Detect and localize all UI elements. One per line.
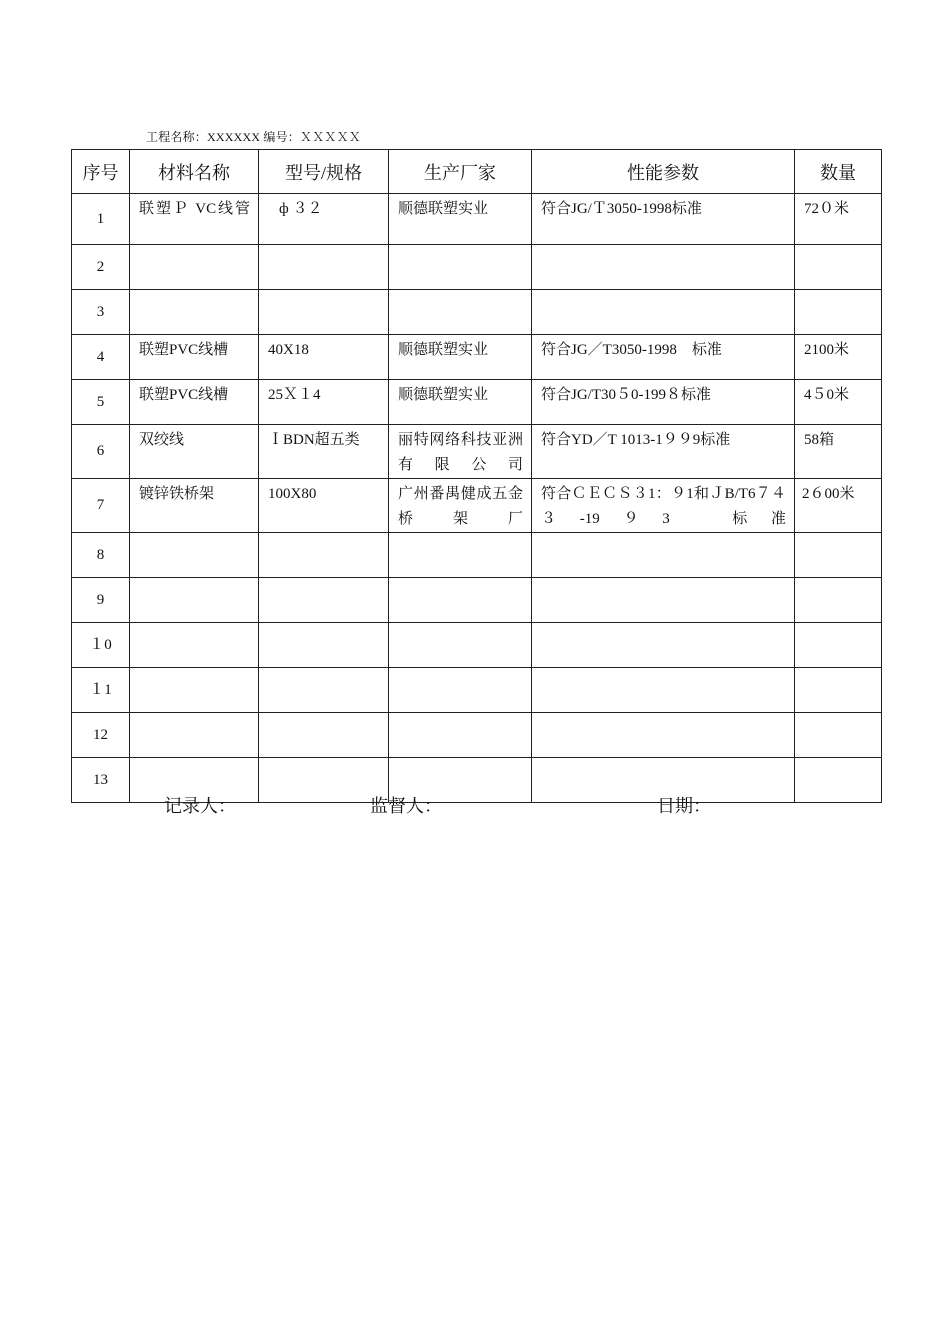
- cell-maker: [389, 623, 532, 668]
- cell-no: 8: [72, 533, 130, 578]
- cell-maker: [389, 245, 532, 290]
- column-header-name: 材料名称: [130, 150, 259, 194]
- cell-maker: [389, 290, 532, 335]
- cell-quantity: [795, 713, 882, 758]
- cell-performance: [532, 245, 795, 290]
- cell-spec: [259, 713, 389, 758]
- table-row: [72, 623, 882, 668]
- column-header-quantity: 数量: [795, 150, 882, 194]
- cell-quantity: [795, 758, 882, 803]
- cell-no: 5: [72, 380, 130, 425]
- cell-maker: 顺德联塑实业: [389, 194, 532, 245]
- cell-performance: 符合JG／T3050-1998 标准: [532, 335, 795, 380]
- table-header-row: [72, 150, 882, 194]
- cell-name: [130, 713, 259, 758]
- cell-performance: [532, 578, 795, 623]
- cell-quantity: [795, 623, 882, 668]
- cell-no: 6: [72, 425, 130, 479]
- cell-quantity: 2６00米: [795, 479, 882, 533]
- table-row: [72, 380, 882, 425]
- cell-quantity: 4５0米: [795, 380, 882, 425]
- cell-maker-text: 广州番禺健成五金桥架厂: [398, 486, 523, 527]
- table-row: [72, 668, 882, 713]
- cell-maker: [389, 479, 532, 533]
- cell-spec: [259, 668, 389, 713]
- cell-quantity: [795, 668, 882, 713]
- cell-name-text: 联塑Ｐ VC线管: [139, 201, 250, 217]
- cell-maker: 顺德联塑实业: [389, 380, 532, 425]
- cell-quantity: [795, 578, 882, 623]
- cell-name: 联塑PVC线槽: [130, 335, 259, 380]
- cell-no: １0: [72, 623, 130, 668]
- cell-spec: [259, 758, 389, 803]
- cell-performance: [532, 623, 795, 668]
- cell-name: 双绞线: [130, 425, 259, 479]
- cell-quantity: [795, 533, 882, 578]
- cell-spec: ф ３２: [259, 194, 389, 245]
- cell-no: 7: [72, 479, 130, 533]
- cell-name: 镀锌铁桥架: [130, 479, 259, 533]
- cell-performance: 符合JG/Ｔ3050-1998标准: [532, 194, 795, 245]
- cell-performance: [532, 479, 795, 533]
- cell-name: [130, 623, 259, 668]
- cell-no: 12: [72, 713, 130, 758]
- cell-spec: 40X18: [259, 335, 389, 380]
- cell-no: 9: [72, 578, 130, 623]
- cell-performance: 符合JG/T30５0-199８标准: [532, 380, 795, 425]
- column-header-maker: 生产厂家: [389, 150, 532, 194]
- date-label: 日期：: [657, 796, 711, 816]
- cell-performance: 符合YD／T 1013-1９９9标准: [532, 425, 795, 479]
- cell-spec: 100X80: [259, 479, 389, 533]
- cell-no: 13: [72, 758, 130, 803]
- cell-spec: [259, 290, 389, 335]
- table-row: [72, 533, 882, 578]
- table-row: [72, 425, 882, 479]
- table-row: [72, 578, 882, 623]
- cell-maker-text: 丽特网络科技亚洲有限公司: [398, 432, 523, 473]
- cell-name: [130, 533, 259, 578]
- cell-no: 1: [72, 194, 130, 245]
- cell-no: １1: [72, 668, 130, 713]
- cell-quantity: 58箱: [795, 425, 882, 479]
- column-header-no: 序号: [72, 150, 130, 194]
- cell-performance-text: 符合ＣＥＣＳ３1：９1和ＪB/T6７４３-19９3 标准: [541, 486, 786, 527]
- cell-quantity: 2100米: [795, 335, 882, 380]
- cell-performance: [532, 290, 795, 335]
- cell-no: 3: [72, 290, 130, 335]
- cell-spec: 25Ｘ１4: [259, 380, 389, 425]
- cell-maker: [389, 533, 532, 578]
- cell-maker: [389, 578, 532, 623]
- cell-performance: [532, 533, 795, 578]
- cell-spec: [259, 578, 389, 623]
- table-row: [72, 713, 882, 758]
- cell-quantity: [795, 290, 882, 335]
- table-row: [72, 245, 882, 290]
- cell-spec: ＩBDN超五类: [259, 425, 389, 479]
- table-row: [72, 194, 882, 245]
- cell-spec: [259, 533, 389, 578]
- cell-no: 2: [72, 245, 130, 290]
- cell-spec: [259, 245, 389, 290]
- cell-name: 联塑PVC线槽: [130, 380, 259, 425]
- cell-name: [130, 245, 259, 290]
- cell-maker: [389, 713, 532, 758]
- cell-spec: [259, 623, 389, 668]
- cell-quantity: 72０米: [795, 194, 882, 245]
- cell-performance: [532, 668, 795, 713]
- column-header-performance: 性能参数: [532, 150, 795, 194]
- column-header-spec: 型号/规格: [259, 150, 389, 194]
- cell-name: [130, 290, 259, 335]
- cell-maker: [389, 668, 532, 713]
- table-row: [72, 479, 882, 533]
- cell-performance: [532, 713, 795, 758]
- cell-maker: 顺德联塑实业: [389, 335, 532, 380]
- project-info-line: 工程名称：XXXXXX 编号：ＸＸＸＸＸ: [146, 130, 361, 144]
- cell-quantity: [795, 245, 882, 290]
- table-row: [72, 290, 882, 335]
- recorder-label: 记录人：: [164, 796, 236, 816]
- cell-maker: [389, 425, 532, 479]
- cell-no: 4: [72, 335, 130, 380]
- supervisor-label: 监督人：: [370, 796, 442, 816]
- cell-name: [130, 194, 259, 245]
- cell-name: [130, 578, 259, 623]
- materials-table: [71, 149, 882, 803]
- table-row: [72, 335, 882, 380]
- cell-name: [130, 668, 259, 713]
